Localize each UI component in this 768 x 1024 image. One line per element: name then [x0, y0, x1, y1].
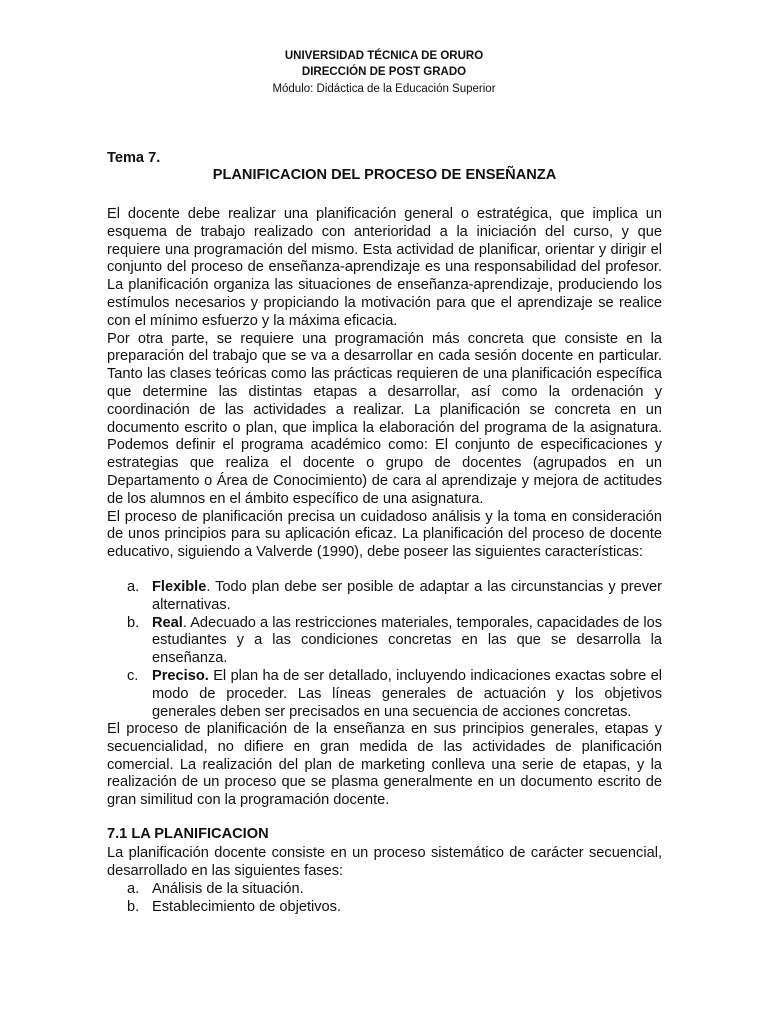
list-marker: b. [127, 898, 140, 915]
list-text: . Todo plan debe ser posible de adaptar a las circunstancias y prever alternativas. [152, 579, 662, 613]
list-term: Preciso. [152, 667, 209, 684]
list-item [127, 668, 662, 721]
list-text: Análisis de la situación. [152, 881, 304, 897]
paragraph-4: El proceso de planificación de la enseñanza en sus principios generales, etapas y secuencialidad, no difiere en gran medida de las actividades de planificación comercial. La realización del plan de marketing conlleva una serie de etapas, y la realización de un proceso que se plasma generalmente en un documento escrito de gran similitud con la programación docente. [107, 721, 662, 809]
list-item [127, 615, 662, 668]
paragraph-1: El docente debe realizar una planificación general o estratégica, que implica un esquema de trabajo realizado con anterioridad a la iniciación del curso, y que requiere una programación del mismo. Esta actividad de planificar, orientar y dirigir el conjunto del proceso de enseñanza-aprendizaje es una responsabilidad del profesor. La planificación organiza las situaciones de enseñanza-aprendizaje, produciendo los estímulos necesarios y propiciando la motivación para que el aprendizaje se realice con el mínimo esfuerzo y la máxima eficacia. [107, 206, 662, 329]
list-text: Establecimiento de objetivos. [152, 898, 342, 915]
list-item [127, 899, 662, 917]
list-marker: b. [127, 614, 140, 631]
list-text: . Adecuado a las restricciones materiales, temporales, capacidades de los estudiantes y a las condiciones concretas en las que se desarrolla la enseñanza. [152, 614, 662, 667]
main-text [107, 206, 662, 562]
tema-label: Tema 7. [107, 150, 161, 166]
direction-name: DIRECCIÓN DE POST GRADO [301, 66, 467, 78]
module-name: Módulo: Didáctica de la Educación Superior [272, 83, 496, 95]
list-marker: c. [127, 667, 139, 684]
paragraph-2: Por otra parte, se requiere una programación más concreta que consiste en la preparación del trabajo que se va a desarrollar en cada sesión docente en particular. Tanto las clases teóricas como las prácticas requieren de una planificación específica que determine las distintas etapas a desarrollar, así como la ordenación y coordinación de las actividades a realizar. La planificación se concreta en un documento escrito o plan, que implica la elaboración del programa de la asignatura. Podemos definir el programa académico como: El conjunto de especificaciones y estrategias que realiza el docente o grupo de docentes (agrupados en un Departamento o Área de Conocimiento) de cara al aprendizaje y mejora de actitudes de los alumnos en el ámbito específico de una asignatura. [107, 330, 662, 507]
university-name: UNIVERSIDAD TÉCNICA DE ORURO [284, 50, 484, 62]
list-term: Real [152, 614, 183, 631]
list-term: Flexible [152, 579, 207, 595]
phases-list [127, 881, 662, 917]
page-title: PLANIFICACION DEL PROCESO DE ENSEÑANZA [212, 167, 557, 183]
paragraph-3: El proceso de planificación precisa un cuidadoso análisis y la toma en consideración de unos principios para su aplicación eficaz. La planificación del proceso de docente educativo, siguiendo a Valverde (1990), debe poseer las siguientes características: [107, 508, 662, 561]
characteristics-list [127, 579, 662, 721]
list-text: El plan ha de ser detallado, incluyendo indicaciones exactas sobre el modo de proceder. Las líneas generales de actuación y los objetivos generales deben ser precisados en una secuencia de acciones concretas. [152, 667, 662, 720]
list-marker: a. [127, 881, 140, 897]
list-item [127, 881, 662, 899]
section-heading: 7.1 LA PLANIFICACION [107, 826, 269, 842]
list-marker: a. [127, 579, 140, 595]
section-intro: La planificación docente consiste en un proceso sistemático de carácter secuencial, desarrollado en las siguientes fases: [107, 845, 662, 879]
list-item [127, 579, 662, 615]
